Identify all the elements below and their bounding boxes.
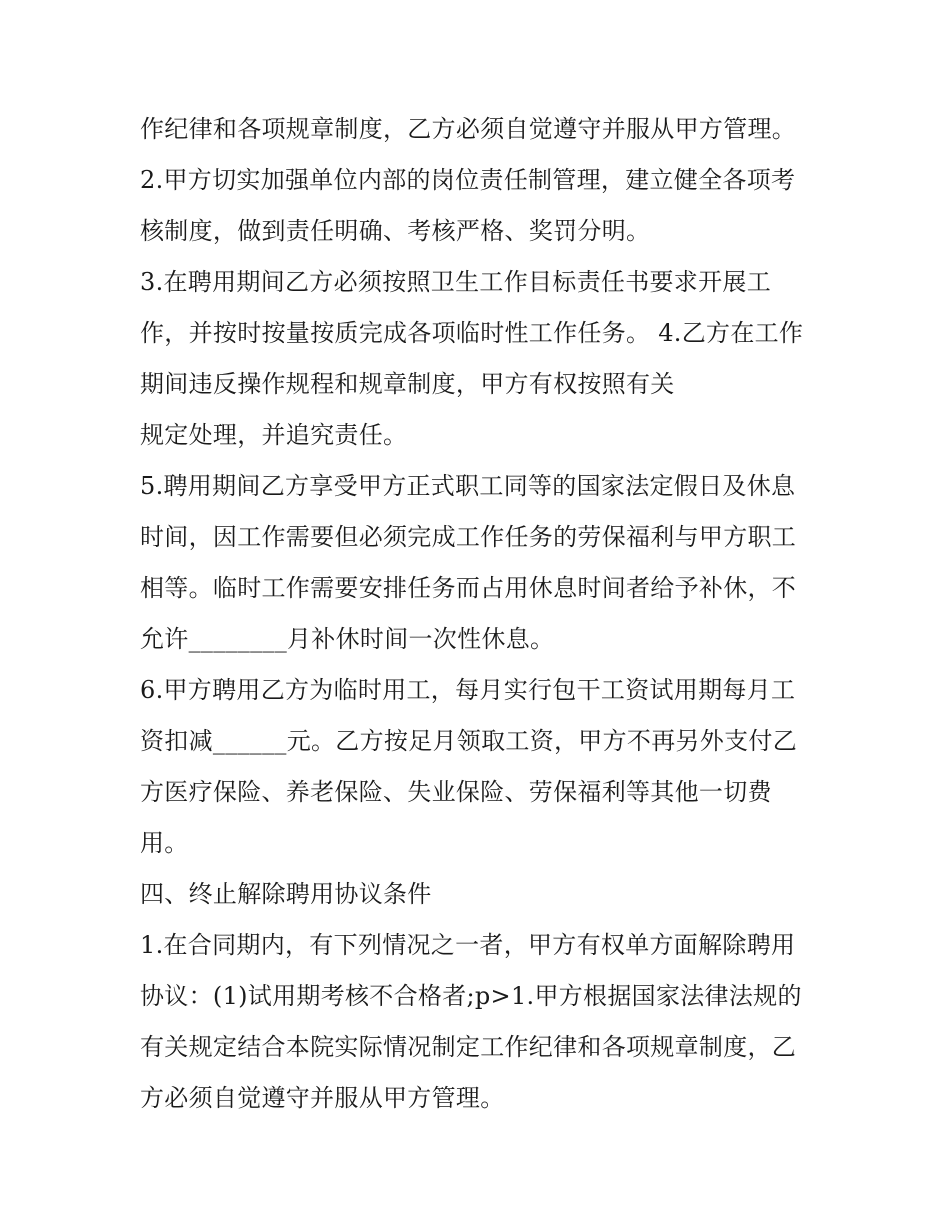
text-line: 用。 (140, 829, 189, 857)
document-body (140, 104, 840, 1124)
text-line: 允许________月补休时间一次性休息。 (140, 625, 555, 653)
text-line: 期间违反操作规程和规章制度，甲方有权按照有关 (140, 370, 675, 398)
text-line: 2.甲方切实加强单位内部的岗位责任制管理，建立健全各项考 (140, 166, 796, 194)
text-line: 方必须自觉遵守并服从甲方管理。 (140, 1084, 505, 1112)
text-line: 有关规定结合本院实际情况制定工作纪律和各项规章制度，乙 (140, 1033, 797, 1061)
text-line: 规定处理，并追究责任。 (140, 421, 408, 449)
text-line: 作纪律和各项规章制度，乙方必须自觉遵守并服从甲方管理。 (140, 115, 797, 143)
text-line: 协议：(1)试用期考核不合格者;p>1.甲方根据国家法律法规的 (140, 982, 802, 1010)
text-line: 时间，因工作需要但必须完成工作任务的劳保福利与甲方职工 (140, 523, 797, 551)
section-heading: 四、终止解除聘用协议条件 (140, 880, 432, 908)
text-line: 作，并按时按量按质完成各项临时性工作任务。 4.乙方在工作 (140, 319, 804, 347)
text-line: 相等。临时工作需要安排任务而占用休息时间者给予补休，不 (140, 574, 797, 602)
text-line: 5.聘用期间乙方享受甲方正式职工同等的国家法定假日及休息 (140, 472, 796, 500)
text-line: 核制度，做到责任明确、考核严格、奖罚分明。 (140, 217, 651, 245)
text-line: 6.甲方聘用乙方为临时用工，每月实行包干工资试用期每月工 (140, 676, 796, 704)
text-line: 方医疗保险、养老保险、失业保险、劳保福利等其他一切费 (140, 778, 772, 806)
text-line: 资扣减______元。乙方按足月领取工资，甲方不再另外支付乙 (140, 727, 797, 755)
text-line: 1.在合同期内，有下列情况之一者，甲方有权单方面解除聘用 (140, 931, 796, 959)
text-line: 3.在聘用期间乙方必须按照卫生工作目标责任书要求开展工 (140, 268, 771, 296)
